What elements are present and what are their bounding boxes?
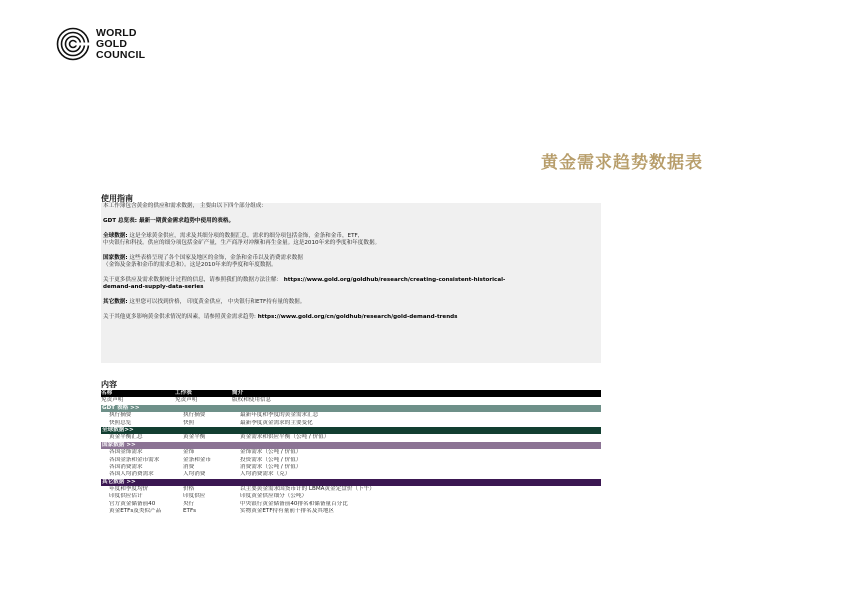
toc-band-global[interactable]: 全球数据>> <box>101 427 601 434</box>
toc-row-sheet: 央行 <box>183 500 195 507</box>
toc-row-desc: 中央银行黄金储备前40排名和储备量百分比 <box>240 500 348 507</box>
method-link-1[interactable]: https://www.gold.org/goldhub/research/creating-consistent-historical- <box>283 277 506 283</box>
toc-row-name: 各国金饰需求 <box>109 449 143 456</box>
factors-link[interactable]: https://www.gold.org/cn/goldhub/research/gold-demand-trends <box>257 314 458 320</box>
toc-row-sheet: 消费 <box>183 463 195 470</box>
toc-band-other[interactable]: 其它数据 >> <box>101 479 601 486</box>
toc-header-desc: 简介 <box>232 390 244 396</box>
toc-row-etfs[interactable] <box>101 508 601 515</box>
toc-header-row <box>101 390 601 397</box>
toc-row-sheet: 免责声明 <box>175 397 198 404</box>
toc-row-name: 年度和季度均价 <box>109 486 149 493</box>
toc-row-bar-coin[interactable] <box>101 457 601 464</box>
toc-row-name: 官方黄金储备前40 <box>109 500 156 507</box>
toc-heading: 内容 <box>101 380 117 389</box>
toc-row-desc: 印度黄金供应细分（公吨） <box>240 493 308 500</box>
toc-row-sheet: 价格 <box>183 486 195 493</box>
guide-country-text-2: （金饰及金条和金币的需求总和）。这是2010年来的季度和年度数据。 <box>103 262 277 269</box>
guide-global <box>101 233 601 240</box>
toc-header-name: 名称 <box>101 390 113 396</box>
guide-method-2 <box>101 284 601 291</box>
method-link-2[interactable]: demand-and-supply-data-series <box>103 284 204 291</box>
toc-header-sheet: 工作表 <box>175 390 192 396</box>
logo-text <box>96 28 145 61</box>
toc-row-desc: 实物黄金ETF持有量前十排名及其地区 <box>240 508 335 515</box>
toc-row-desc: 以主要黄金需求国货币计的 LBMA黄金定盘价（下午） <box>240 486 375 493</box>
toc-row-sheet: ETFs <box>183 508 197 515</box>
guide-factors <box>101 314 601 321</box>
toc-row-name: 黄金ETFs及类似产品 <box>109 508 162 515</box>
toc-row-desc: 人均消费需求（克） <box>240 471 291 478</box>
toc-row-sheet: 印度供应 <box>183 493 206 500</box>
page-title: 黄金需求趋势数据表 <box>541 153 703 173</box>
toc-row-sheet: 金条和金币 <box>183 456 211 463</box>
guide-other-text: 这里您可以找到价格， 印度黄金供应， 中央银行和ETF持有量的数据。 <box>127 299 306 306</box>
guide-other <box>101 299 601 306</box>
guide-global-text-2: 中央银行和科技。供应的细分项包括金矿产量，生产商净对冲额和再生金量。这是2010年来的季度和年度数据。 <box>103 240 381 246</box>
logo-line-1: WORLD <box>96 26 137 39</box>
guide-gdt <box>101 218 601 225</box>
toc-row-sheet: 黄金平衡 <box>183 434 206 441</box>
toc-row-sheet: 金饰 <box>183 449 195 456</box>
toc-row-desc: 版权和使用信息 <box>232 397 272 404</box>
toc-row-prices[interactable] <box>101 486 601 493</box>
guide-factors-text: 关于其他更多影响黄金供求情况的因素，请参照黄金需求趋势: <box>103 314 258 320</box>
toc-row-exec-summary[interactable] <box>101 412 601 419</box>
toc-row-name: 黄金平衡汇总 <box>109 434 143 441</box>
guide-method-text: 关于更多供应及需求数据统计过程的信息，请参照我们的数据方法注解： <box>103 277 284 283</box>
guide-global-text-1: 这是全球黄金供应，需求及其细分项的数据汇总。需求的细分项包括金饰，金条和金币，ETF, <box>127 232 360 239</box>
toc-row-sheet: 快照 <box>183 419 195 426</box>
toc-band-gdt[interactable]: GDT 表格 >> <box>101 405 601 412</box>
guide-country-label: 国家数据: <box>103 254 128 261</box>
toc-row-desc: 最新季度黄金需求的主要变化 <box>240 419 313 426</box>
guide-heading: 使用指南 <box>101 194 133 203</box>
toc-row-name: 各国人均消费需求 <box>109 471 154 478</box>
guide-method <box>101 277 601 284</box>
guide-gdt-text: 最新一期黄金需求趋势中使用的表格。 <box>137 217 235 224</box>
guide-other-label: 其它数据: <box>103 299 128 306</box>
wgc-logo-icon <box>56 27 90 61</box>
toc-row-gold-balance[interactable] <box>101 434 601 441</box>
toc-row-per-capita[interactable] <box>101 471 601 478</box>
toc-row-central-banks[interactable] <box>101 501 601 508</box>
toc-row-sheet: 人均消费 <box>183 471 206 478</box>
logo-line-2: GOLD <box>96 37 128 50</box>
toc-row-name: 印度供应估计 <box>109 493 143 500</box>
toc-row-jewellery[interactable] <box>101 449 601 456</box>
toc-row-desc: 金饰需求（公吨 / 价值） <box>240 449 302 456</box>
toc-row-name: 执行摘要 <box>109 412 132 419</box>
toc-row-name: 免责声明 <box>101 397 124 404</box>
toc-row-desc: 黄金需求和供应平衡（公吨 / 价值） <box>240 434 330 441</box>
toc-table <box>101 390 601 516</box>
toc-row-consumer[interactable] <box>101 464 601 471</box>
toc-row-snapshot[interactable] <box>101 420 601 427</box>
guide-intro: 本工作簿包含黄金的供应和需求数据， 主要由以下四个部分组成： <box>103 203 267 209</box>
toc-band-country[interactable]: 国家数据 >> <box>101 442 601 449</box>
guide-box <box>101 203 601 363</box>
wgc-logo <box>56 27 145 61</box>
guide-gdt-label: GDT 总览表: <box>103 217 138 224</box>
logo-line-3: COUNCIL <box>96 48 146 61</box>
toc-row-desc: 消费需求（公吨 / 价值） <box>240 463 302 470</box>
toc-row-name: 快照总览 <box>109 419 132 426</box>
toc-row-name: 各国消费需求 <box>109 463 143 470</box>
toc-row-desc: 投资需求（公吨 / 价值） <box>240 456 302 463</box>
guide-global-label: 全球数据: <box>103 232 128 239</box>
toc-row-name: 各国金条和金币需求 <box>109 456 160 463</box>
toc-row-disclaimer[interactable] <box>101 397 601 404</box>
toc-row-india-supply[interactable] <box>101 493 601 500</box>
guide-country-text-1: 这些表格呈现了各个国家及地区的金饰，金条和金币以及消费需求数据 <box>127 254 303 261</box>
toc-row-sheet: 执行摘要 <box>183 412 206 419</box>
toc-row-desc: 最新年度和季度的黄金需求汇总 <box>240 412 319 419</box>
